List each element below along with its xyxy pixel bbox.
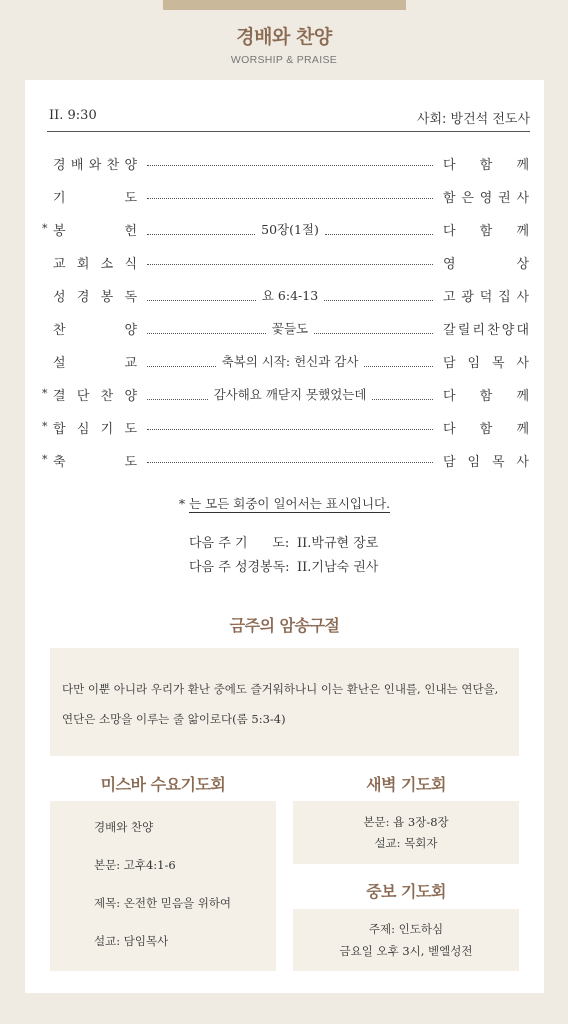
- order-row: [39, 410, 533, 443]
- char: 함: [479, 389, 493, 404]
- wednesday-box: [50, 801, 276, 971]
- char: 임: [467, 356, 481, 371]
- standing-star: *: [42, 420, 48, 433]
- dot-leader: [147, 453, 433, 463]
- dot-leader: [147, 225, 255, 235]
- char: 양: [124, 323, 137, 338]
- order-item-name: [53, 319, 137, 338]
- order-item-name: [53, 451, 137, 470]
- char: 릴: [457, 323, 471, 338]
- service-host: 사회: 방건석 전도사: [416, 112, 530, 127]
- order-leader-dots: [147, 418, 433, 430]
- char: 사: [516, 356, 529, 371]
- order-item-name: [53, 418, 137, 437]
- char: 은: [461, 191, 474, 206]
- char: 다: [443, 422, 456, 437]
- order-row: [39, 344, 533, 377]
- char: 찬: [487, 323, 500, 338]
- char: 사: [516, 290, 529, 305]
- standing-star: *: [42, 222, 48, 235]
- wednesday-line-1: 경배와 찬양: [94, 820, 154, 834]
- dot-leader: [147, 324, 266, 334]
- char: 도: [124, 455, 137, 470]
- char: 임: [467, 455, 481, 470]
- order-item-name: [53, 220, 137, 239]
- char: 께: [516, 389, 529, 404]
- char: 축: [53, 455, 66, 470]
- dot-leader: [147, 420, 433, 430]
- dot-leader: [324, 291, 433, 301]
- dot-leader: [325, 225, 433, 235]
- char: 담: [443, 455, 456, 470]
- dawn-title: 새벽 기도회: [366, 775, 446, 794]
- order-row: [39, 377, 533, 410]
- char: 헌: [124, 224, 137, 239]
- order-item-name: [53, 385, 137, 404]
- char: 리: [472, 323, 485, 338]
- char: 대: [516, 323, 529, 338]
- char: 경: [53, 158, 66, 173]
- char: 께: [516, 422, 529, 437]
- order-item-leader: [443, 187, 529, 206]
- order-item-detail: 요 6:4-13: [261, 288, 319, 303]
- order-item-name: [53, 187, 137, 206]
- order-item-leader: [443, 451, 529, 470]
- char: 도: [124, 422, 137, 437]
- order-row: [39, 179, 533, 212]
- char: 함: [443, 191, 456, 206]
- next-reading-value: II.기남숙 권사: [297, 560, 379, 575]
- verse-line-1: 다만 이뿐 아니라 우리가 환난 중에도 즐거워하나니 이는 환난은 인내를, 인내는 연단을,: [62, 682, 499, 696]
- char: 양: [124, 389, 137, 404]
- char: 광: [461, 290, 474, 305]
- char: 함: [479, 224, 493, 239]
- intercession-line-1: 주제: 인도하심: [368, 922, 444, 936]
- char: 갈: [443, 323, 456, 338]
- dot-leader: [364, 357, 433, 367]
- page-title: 경배와 찬양: [236, 26, 332, 48]
- char: 집: [498, 290, 511, 305]
- dawn-line-1: 본문: 욥 3장-8장: [363, 815, 449, 829]
- dot-leader: [147, 156, 433, 166]
- char: 찬: [53, 323, 66, 338]
- order-row: [39, 212, 533, 245]
- order-item-leader: [443, 319, 529, 338]
- char: 고: [443, 290, 456, 305]
- order-item-name: [53, 154, 137, 173]
- char: 께: [516, 224, 529, 239]
- standing-star: *: [42, 387, 48, 400]
- order-leader-dots: [147, 286, 433, 304]
- char: 배: [70, 158, 84, 173]
- order-item-detail: 축복의 시작: 헌신과 감사: [221, 354, 359, 369]
- service-time: II. 9:30: [49, 108, 97, 123]
- order-item-name: [53, 253, 137, 272]
- standing-star: *: [42, 453, 48, 466]
- char: 소: [100, 257, 114, 272]
- char: 다: [443, 224, 456, 239]
- order-row: [39, 278, 533, 311]
- char: 심: [76, 422, 90, 437]
- order-leader-dots: [147, 319, 433, 337]
- order-item-leader: [443, 286, 529, 305]
- char: 사: [516, 455, 529, 470]
- wednesday-title: 미스바 수요기도회: [100, 775, 226, 794]
- intercession-box: [293, 909, 519, 971]
- char: 기: [100, 422, 114, 437]
- char: 목: [491, 455, 505, 470]
- dawn-box: [293, 801, 519, 864]
- order-item-leader: [443, 352, 529, 371]
- char: 다: [443, 389, 456, 404]
- order-row: [39, 245, 533, 278]
- intercession-title: 중보 기도회: [366, 882, 446, 901]
- dot-leader: [372, 390, 433, 400]
- dot-leader: [314, 324, 433, 334]
- char: 와: [88, 158, 102, 173]
- order-of-worship: [39, 146, 533, 476]
- order-row: [39, 311, 533, 344]
- char: 설: [53, 356, 66, 371]
- order-leader-dots: [147, 253, 433, 265]
- next-prayer-label: 다음 주 기 도:: [189, 536, 290, 551]
- next-prayer-value: II.박규현 장로: [297, 536, 379, 551]
- char: 기: [53, 191, 66, 206]
- char: 봉: [53, 224, 66, 239]
- char: 도: [124, 191, 137, 206]
- standing-note: [25, 494, 544, 512]
- char: 께: [516, 158, 529, 173]
- order-item-leader: [443, 418, 529, 437]
- dot-leader: [147, 189, 433, 199]
- order-leader-dots: [147, 187, 433, 199]
- wednesday-line-3: 제목: 온전한 믿음을 위하여: [94, 896, 232, 910]
- wednesday-line-2: 본문: 고후4:1-6: [94, 858, 176, 872]
- page-subtitle: WORSHIP & PRAISE: [230, 54, 338, 66]
- standing-star: *: [178, 496, 186, 511]
- char: 함: [479, 422, 493, 437]
- dot-leader: [147, 357, 216, 367]
- next-week-info: [189, 532, 378, 580]
- char: 영: [443, 257, 456, 272]
- verse-box: [50, 648, 519, 756]
- wednesday-line-4: 설교: 담임목사: [94, 934, 169, 948]
- order-item-detail: 꽃들도: [271, 321, 309, 336]
- char: 담: [443, 356, 456, 371]
- service-header: [47, 108, 530, 132]
- intercession-line-2: 금요일 오후 3시, 벧엘성전: [339, 944, 473, 958]
- char: 양: [501, 323, 515, 338]
- char: 봉: [100, 290, 114, 305]
- order-leader-dots: [147, 451, 433, 463]
- next-reading-label: 다음 주 성경봉독:: [189, 560, 290, 575]
- char: 권: [498, 191, 511, 206]
- order-leader-dots: [147, 352, 433, 370]
- order-item-leader: [443, 220, 529, 239]
- char: 식: [124, 257, 137, 272]
- bulletin-card: [25, 80, 544, 993]
- order-leader-dots: [147, 220, 433, 238]
- char: 찬: [106, 158, 120, 173]
- dot-leader: [147, 390, 208, 400]
- verse-title: 금주의 암송구절: [229, 616, 340, 635]
- dot-leader: [147, 291, 256, 301]
- dawn-line-2: 설교: 목회자: [374, 836, 438, 850]
- char: 교: [53, 257, 66, 272]
- char: 다: [443, 158, 456, 173]
- dot-leader: [147, 255, 433, 265]
- char: 목: [491, 356, 505, 371]
- order-row: [39, 146, 533, 179]
- char: 독: [124, 290, 137, 305]
- order-item-leader: [443, 253, 529, 272]
- order-leader-dots: [147, 385, 433, 403]
- char: 교: [124, 356, 137, 371]
- order-item-name: [53, 286, 137, 305]
- char: 경: [76, 290, 90, 305]
- char: 양: [124, 158, 137, 173]
- char: 단: [76, 389, 90, 404]
- char: 함: [479, 158, 493, 173]
- char: 합: [53, 422, 66, 437]
- order-item-detail: 감사해요 깨닫지 못했었는데: [213, 387, 367, 402]
- char: 덕: [479, 290, 493, 305]
- char: 찬: [100, 389, 114, 404]
- order-item-detail: 50장(1절): [261, 222, 319, 237]
- standing-note-text: 는 모든 회중이 일어서는 표시입니다.: [189, 496, 391, 511]
- char: 사: [516, 191, 529, 206]
- order-item-name: [53, 352, 137, 371]
- char: 회: [76, 257, 90, 272]
- order-row: [39, 443, 533, 476]
- char: 결: [53, 389, 66, 404]
- char: 상: [516, 257, 529, 272]
- top-accent-bar: [163, 0, 406, 10]
- char: 영: [479, 191, 493, 206]
- verse-line-2: 연단은 소망을 이루는 줄 앎이로다(롬 5:3-4): [62, 712, 286, 726]
- char: 성: [53, 290, 66, 305]
- order-item-leader: [443, 154, 529, 173]
- order-leader-dots: [147, 154, 433, 166]
- order-item-leader: [443, 385, 529, 404]
